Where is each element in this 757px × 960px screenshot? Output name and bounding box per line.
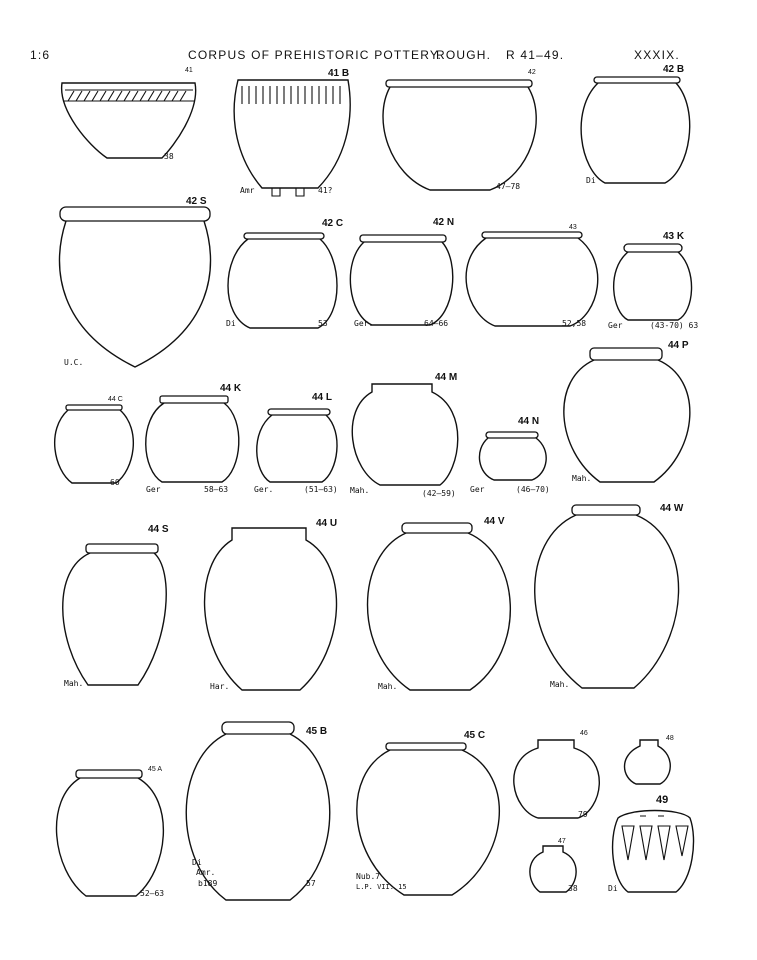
vessel-49-drawing bbox=[613, 811, 694, 893]
vessel-note: 53 bbox=[318, 319, 328, 328]
vessel-42c-drawing bbox=[228, 233, 337, 328]
vessel-44v-drawing bbox=[368, 523, 511, 690]
vessel-label: 42 N bbox=[433, 217, 455, 228]
vessel-48-drawing bbox=[625, 740, 671, 784]
vessel-note: Ger. bbox=[254, 485, 274, 494]
vessel-note: (42–59) bbox=[422, 489, 456, 498]
vessel-label: 44 M bbox=[435, 372, 458, 383]
vessel-46-drawing bbox=[514, 740, 600, 818]
range-label: R 41–49. bbox=[506, 48, 565, 62]
vessel-note: Ger bbox=[146, 485, 161, 494]
vessel-note: 58–63 bbox=[204, 485, 229, 494]
vessel-label: 42 bbox=[528, 69, 536, 76]
page-title: CORPUS OF PREHISTORIC POTTERY. bbox=[188, 48, 443, 62]
vessel-label: 44 W bbox=[660, 503, 684, 514]
vessel-note: Di bbox=[586, 176, 596, 185]
vessel-note: Ger bbox=[470, 485, 485, 494]
vessel-note: 79 bbox=[578, 810, 588, 819]
vessel-label: 43 K bbox=[663, 231, 685, 242]
vessel-note: 52–63 bbox=[140, 889, 165, 898]
vessel-note: 52,58 bbox=[562, 319, 587, 328]
vessel-45a-drawing bbox=[56, 770, 163, 896]
vessel-note: Ger bbox=[608, 321, 623, 330]
vessel-note: Di bbox=[192, 858, 202, 867]
vessel-note: 60 bbox=[110, 478, 120, 487]
vessel-44w-drawing bbox=[535, 505, 679, 688]
vessel-44c-drawing bbox=[55, 405, 134, 483]
vessel-44l-drawing bbox=[257, 409, 337, 482]
vessel-note: Mah. bbox=[378, 682, 398, 691]
vessel-label: 44 L bbox=[312, 392, 333, 403]
vessel-note: Mah. bbox=[572, 474, 592, 483]
vessel-note: Amr. bbox=[196, 868, 216, 877]
vessel-label: 48 bbox=[666, 735, 674, 742]
vessel-note: L.P. VII. 15 bbox=[356, 883, 407, 891]
vessel-label: 44 V bbox=[484, 516, 505, 527]
vessel-44k-drawing bbox=[146, 396, 239, 482]
vessel-label: 44 K bbox=[220, 383, 242, 394]
vessel-label: 42 B bbox=[663, 64, 685, 75]
vessel-note: 38 bbox=[568, 884, 578, 893]
vessel-note: Nub.7 bbox=[356, 872, 381, 881]
vessel-note: Amr bbox=[240, 186, 255, 195]
vessel-41-drawing bbox=[62, 83, 196, 158]
vessel-note: 47–78 bbox=[496, 182, 521, 191]
vessel-label: 44 S bbox=[148, 524, 169, 535]
vessel-note: 38 bbox=[164, 152, 174, 161]
vessel-label: 47 bbox=[558, 838, 566, 845]
vessel-41b-drawing bbox=[234, 80, 350, 196]
vessel-label: 44 P bbox=[668, 340, 689, 351]
vessel-42-drawing bbox=[383, 80, 536, 190]
vessel-label: 42 S bbox=[186, 196, 207, 207]
vessel-44u-drawing bbox=[205, 528, 337, 690]
vessel-note: Mah. bbox=[550, 680, 570, 689]
vessel-note: Mah. bbox=[350, 486, 370, 495]
vessel-42n-drawing bbox=[350, 235, 452, 325]
vessel-note: Ger. bbox=[354, 319, 374, 328]
vessel-label: 41 B bbox=[328, 68, 350, 79]
vessel-note: 57 bbox=[306, 879, 316, 888]
plate-number: XXXIX. bbox=[634, 48, 680, 62]
vessel-label: 43 bbox=[569, 224, 577, 231]
vessel-note: b189 bbox=[198, 879, 218, 888]
vessel-label: 49 bbox=[656, 794, 669, 806]
vessel-43k-drawing bbox=[614, 244, 692, 320]
vessel-note: Har. bbox=[210, 682, 230, 691]
vessel-label: 46 bbox=[580, 730, 588, 737]
vessel-44s-drawing bbox=[63, 544, 166, 685]
vessel-44m-drawing bbox=[352, 384, 457, 485]
vessel-note: Di bbox=[226, 319, 236, 328]
vessel-43-drawing bbox=[466, 232, 598, 326]
vessel-note: (43-70) 63 bbox=[650, 321, 699, 330]
vessel-note: 64–66 bbox=[424, 319, 449, 328]
vessel-label: 45 B bbox=[306, 726, 328, 737]
vessel-42b-drawing bbox=[581, 77, 690, 183]
vessel-note: 41? bbox=[318, 186, 333, 195]
vessel-note: Mah. bbox=[64, 679, 84, 688]
scale-label: 1:6 bbox=[30, 48, 51, 62]
vessel-label: 44 N bbox=[518, 416, 540, 427]
page-subtitle: ROUGH. bbox=[436, 48, 492, 62]
vessel-note: U.C. bbox=[64, 358, 84, 367]
vessel-label: 44 U bbox=[316, 518, 338, 529]
vessel-note: (51–63) bbox=[304, 485, 338, 494]
vessel-label: 41 bbox=[185, 67, 193, 74]
vessel-note: Di bbox=[608, 884, 618, 893]
vessel-label: 45 A bbox=[148, 766, 163, 773]
vessel-42s-drawing bbox=[59, 207, 210, 367]
vessel-label: 44 C bbox=[108, 396, 123, 403]
vessel-note: (46–70) bbox=[516, 485, 550, 494]
vessel-label: 42 C bbox=[322, 218, 344, 229]
vessel-label: 45 C bbox=[464, 730, 486, 741]
vessel-44p-drawing bbox=[564, 348, 690, 482]
vessel-44n-drawing bbox=[479, 432, 546, 480]
